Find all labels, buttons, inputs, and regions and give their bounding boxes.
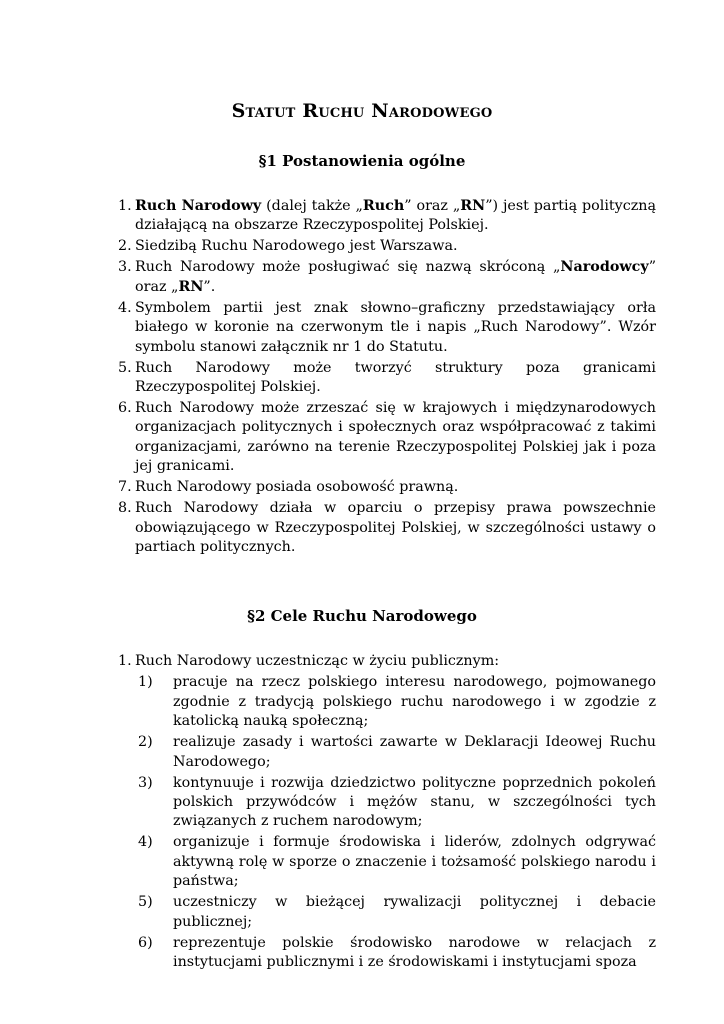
list-item: [118, 299, 656, 357]
subitem-number: 1): [138, 674, 153, 691]
list-item: [118, 237, 656, 256]
subitem-text: realizuje zasady i wartości zawarte w Deklaracji Ideowej Ruchu Narodowego;: [173, 734, 656, 770]
item-text: Ruch Narodowy może posługiwać się nazwą skróconą „Narodowcy” oraz „RN”.: [135, 259, 656, 295]
section-2-sublist: [135, 673, 656, 972]
subitem-text: organizuje i formuje środowiska i liderów, zdolnych odgrywać aktywną rolę w sporze o znaczenie i tożsamość polskiego narodu i państwa;: [173, 834, 656, 890]
item-text: Siedzibą Ruchu Narodowego jest Warszawa.: [135, 238, 458, 255]
list-item: [118, 652, 656, 972]
item-text: Ruch Narodowy uczestnicząc w życiu publicznym:: [135, 653, 500, 669]
section-1-list: [118, 197, 656, 559]
item-number: 4.: [118, 299, 132, 316]
list-item: [118, 399, 656, 477]
item-number: 5.: [118, 359, 132, 376]
sublist-item: [135, 673, 656, 731]
subitem-text: pracuje na rzecz polskiego interesu narodowego, pojmowanego zgodnie z tradycją polskiego ruchu narodowego i w zgodzie z katolicką nauką społeczną;: [173, 674, 656, 730]
item-number: 1.: [118, 198, 132, 214]
item-text: Ruch Narodowy może tworzyć struktury poza granicami Rzeczypospolitej Polskiej.: [135, 359, 656, 396]
list-item: [118, 359, 656, 398]
item-number: 7.: [118, 479, 132, 496]
item-text: Symbolem partii jest znak słowno–graficzny przedstawiający orła białego w koronie na czerwonym tle i napis „Ruch Narodowy”. Wzór symbolu stanowi załącznik nr 1 do Statutu.: [135, 299, 656, 355]
sublist-item: [135, 733, 656, 772]
subitem-number: 4): [138, 834, 153, 851]
sublist-item: [135, 833, 656, 891]
item-text: Ruch Narodowy posiada osobowość prawną.: [135, 479, 459, 496]
section-2-list: [118, 652, 656, 974]
item-number: 3.: [118, 259, 132, 276]
sublist-item: [135, 893, 656, 932]
item-number: 2.: [118, 238, 132, 255]
subitem-number: 5): [138, 894, 153, 911]
subitem-number: 2): [138, 734, 153, 751]
item-text: Ruch Narodowy (dalej także „Ruch” oraz „RN”) jest partią polityczną działającą na obszarze Rzeczypospolitej Polskiej.: [135, 198, 656, 234]
sublist-item: [135, 774, 656, 832]
list-item: [118, 499, 656, 557]
item-number: 1.: [118, 653, 132, 669]
item-number: 8.: [118, 500, 132, 517]
list-item: [118, 478, 656, 497]
sublist-item: [135, 934, 656, 973]
subitem-text: reprezentuje polskie środowisko narodowe w relacjach z instytucjami publicznymi i ze środowiskami i instytucjami spoza: [173, 934, 656, 971]
subitem-number: 3): [138, 774, 153, 791]
section-2-heading: §2 Cele Ruchu Narodowego: [247, 607, 477, 625]
item-number: 6.: [118, 400, 132, 417]
section-1-heading: §1 Postanowienia ogólne: [258, 152, 466, 170]
document-title: Statut Ruchu Narodowego: [231, 100, 493, 122]
item-text: Ruch Narodowy działa w oparciu o przepisy prawa powszechnie obowiązującego w Rzeczypospolitej Polskiej, w szczególności ustawy o partiach politycznych.: [135, 500, 656, 556]
subitem-number: 6): [138, 934, 153, 951]
list-item: [118, 258, 656, 297]
subitem-text: kontynuuje i rozwija dziedzictwo polityczne poprzednich pokoleń polskich przywódców i mężów stanu, w szczególności tych związanych z ruchem narodowym;: [173, 774, 656, 830]
subitem-text: uczestniczy w bieżącej rywalizacji politycznej i debacie publicznej;: [173, 894, 656, 930]
item-text: Ruch Narodowy może zrzeszać się w krajowych i międzynarodowych organizacjach politycznych i społecznych oraz współpracować z takimi organizacjami, zarówno na terenie Rzeczypospolitej Polskiej jak i poza jej granicami.: [135, 400, 656, 475]
list-item: [118, 197, 656, 236]
